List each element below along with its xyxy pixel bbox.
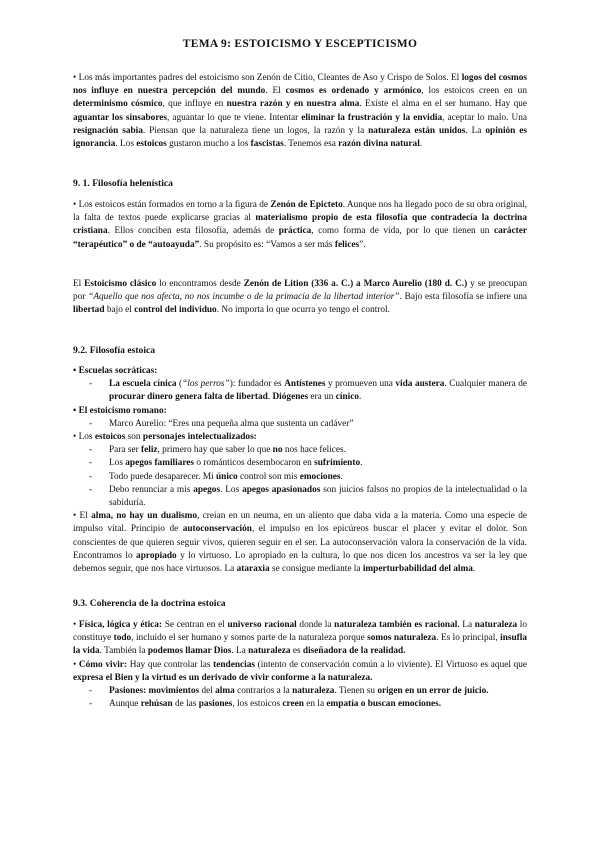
text-run: .: [358, 392, 362, 403]
bold-text: Pasiones: movimientos: [109, 686, 200, 697]
bold-text: control del individuo: [134, 305, 217, 316]
bold-text: empatía o buscan emociones.: [326, 699, 442, 710]
bold-text: cínico: [335, 392, 359, 403]
bold-text: alma, no hay un dualismo: [91, 511, 198, 522]
bullet-paragraph: [73, 365, 527, 378]
text-run: lo constituye: [73, 620, 528, 644]
text-run: . Es lo principal,: [436, 633, 501, 644]
text-run: gustaron mucho a los: [166, 139, 251, 150]
bold-text: vida austera: [395, 379, 445, 390]
bullet-paragraph: [73, 510, 527, 576]
bold-text: feliz: [141, 445, 158, 456]
bold-text: opinión es ignorancia: [73, 125, 528, 150]
text-run: . Tienen su: [334, 686, 378, 697]
text-run: en la: [303, 699, 327, 710]
text-run: . Aunque nos ha llegado poco de su obra original, la falta de textos puede explicarse gracias al: [73, 200, 528, 224]
bold-text: origen en un error de juicio.: [377, 686, 489, 697]
text-run: , que influye en: [162, 99, 227, 110]
bold-text: eliminar la frustración y la envidia: [301, 112, 443, 123]
bold-text: personajes intelectualizados:: [142, 432, 257, 443]
bold-text: apropiado: [136, 550, 177, 561]
italic-text: “los perros”: [182, 379, 230, 390]
bold-text: naturaleza están unidos: [368, 125, 466, 136]
bold-text: tendencias: [213, 659, 255, 670]
text-run: , los estoicos: [232, 699, 283, 710]
text-run: . No importa lo que ocurra yo tengo el control.: [216, 305, 390, 316]
text-run: , primero hay que saber lo que: [157, 445, 273, 456]
section-heading-9-3: 9.3. Coherencia de la doctrina estoica: [73, 598, 226, 609]
bold-text: estoicos: [94, 432, 126, 443]
italic-text: “Aquello que nos afecta, no nos incumbe o de la primacía de la libertad interior”: [88, 292, 400, 303]
bold-text: práctica: [278, 226, 312, 237]
text-run: . Su propósito es: “Vamos a ser más: [199, 239, 335, 250]
text-run: control son mis: [237, 471, 300, 482]
text-run: Los: [109, 458, 126, 469]
text-run: y se preocupan por: [73, 279, 528, 303]
text-run: . También la: [99, 646, 148, 657]
text-run: son: [125, 432, 143, 443]
section-9-3-body: [73, 619, 527, 711]
bullet-paragraph: [73, 659, 527, 685]
bold-text: podemos llamar Dios: [147, 646, 232, 657]
bold-text: no: [272, 445, 283, 456]
bold-text: apegos apasionados: [242, 484, 321, 495]
text-run: .: [360, 458, 363, 469]
bold-text: todo: [113, 633, 132, 644]
bold-text: carácter “terapéutico” o de “autoayuda”: [73, 226, 527, 250]
text-run: es: [290, 646, 303, 657]
intro-paragraph: [73, 72, 527, 151]
bold-text: • Escuelas socráticas:: [73, 366, 158, 376]
text-run: . La: [231, 646, 249, 657]
dash-list-item: [73, 378, 527, 404]
bold-text: pasiones: [198, 699, 233, 710]
bold-text: Física, lógica y ética:: [78, 620, 163, 630]
bold-text: • El estoicismo romano:: [73, 405, 167, 416]
bold-text: materialismo propio de esta filosofía que contradecía la doctrina cristiana: [73, 213, 528, 237]
section-9-1-paragraph-2: [73, 278, 527, 318]
text-run: de las: [172, 699, 199, 710]
text-run: •: [73, 659, 79, 670]
text-run: Todo puede desaparecer. Mi: [109, 471, 216, 482]
text-run: (: [176, 379, 183, 390]
text-run: . Ellos conciben esta filosofía, además de: [107, 226, 279, 237]
text-run: . El: [265, 86, 286, 97]
text-run: ”.: [359, 239, 366, 250]
section-heading-9-2: 9.2. Filosofía estoica: [73, 345, 156, 356]
text-run: . Bajo esta filosofía se infiere una: [399, 292, 527, 303]
text-run: y promueven una: [325, 379, 396, 390]
text-run: El: [451, 73, 462, 83]
bold-text: creen: [282, 699, 304, 710]
bold-text: emociones: [299, 471, 341, 482]
text-run: . La: [465, 125, 486, 136]
bold-text: apegos: [193, 484, 221, 495]
bold-text: ataraxia: [236, 564, 270, 575]
text-run: Aunque: [109, 699, 141, 710]
text-run: • El: [73, 511, 92, 522]
bold-text: imperturbabilidad del alma: [362, 564, 473, 575]
text-run: . Piensan que la naturaleza tiene un logos, la razón y la: [142, 125, 369, 136]
text-run: .: [267, 392, 273, 403]
text-run: o románticos desembocaron en: [194, 458, 315, 469]
bold-text: alma: [215, 686, 235, 697]
bold-text: rehúsan: [140, 699, 173, 710]
text-run: , incluido el ser humano y somos parte de la naturaleza porque: [131, 633, 368, 644]
text-run: . Existe el alma en el ser humano. Hay que: [359, 99, 528, 110]
bold-text: somos naturaleza: [367, 633, 437, 644]
text-run: nos hace felices.: [282, 445, 346, 456]
text-run: , el impulso en los epicúreos buscar el placer y evitar el dolor. Son conscientes de que quieren seguir vivos, quieren seguir en el ser. La autoconservación valora la conservación de la vida. Encontramos lo: [73, 524, 527, 561]
bold-text: Zenón de Lition (336 a. C.) a Marco Aurelio (180 d. C.): [243, 279, 468, 289]
text-run: .: [419, 139, 423, 150]
dash-list-item: [73, 444, 527, 457]
bold-text: naturaleza también es racional: [334, 620, 458, 630]
text-run: lo encontramos desde: [156, 279, 244, 289]
section-heading-9-1: 9. 1. Filosofía helenística: [73, 178, 173, 189]
text-run: Marco Aurelio: “Eres una pequeña alma que sustenta un cadáver”: [109, 418, 354, 429]
bold-text: Diógenes: [272, 392, 309, 403]
text-run: bajo el: [104, 305, 135, 316]
text-run: . Los: [115, 139, 137, 150]
bold-text: logos del cosmos nos influye en nuestra percepción del mundo: [73, 73, 527, 97]
bold-text: estoicos: [136, 139, 167, 150]
text-run: •: [73, 620, 79, 630]
bullet-paragraph: [73, 405, 527, 418]
bold-text: determinismo cósmico: [73, 99, 163, 110]
bold-text: autoconservación: [182, 524, 252, 535]
text-run: contrarios a la: [234, 686, 293, 697]
bold-text: nuestra razón y en nuestra alma: [226, 99, 360, 110]
bold-text: procurar dinero genera falta de libertad: [109, 392, 268, 403]
text-run: • Los: [73, 432, 95, 443]
text-run: Hay que controlar las: [127, 659, 214, 670]
section-9-2-body: [73, 365, 527, 576]
text-run: . Cualquier manera de: [444, 379, 527, 390]
bold-text: aguantar los sinsabores: [73, 112, 168, 123]
bold-text: naturaleza: [248, 646, 291, 657]
text-run: era un: [308, 392, 336, 403]
dash-list-item: [73, 457, 527, 470]
bold-text: Zenón de Epicteto: [270, 200, 343, 210]
text-run: son juicios falsos no propios de la intelectualidad o la sabiduría.: [109, 484, 528, 509]
text-run: , como forma de vida, por lo que tienen un: [311, 226, 494, 237]
page-title: TEMA 9: ESTOICISMO Y ESCEPTICISMO: [182, 38, 418, 50]
text-run: Se centran en el: [162, 620, 228, 630]
bold-text: universo racional: [227, 620, 297, 630]
bold-text: libertad: [73, 305, 105, 316]
text-run: .: [472, 564, 476, 575]
text-run: Para ser: [109, 445, 142, 456]
dash-list-item: [73, 685, 527, 698]
text-run: , los estoicos creen en un: [421, 86, 527, 97]
bold-text: Cómo vivir:: [78, 659, 128, 670]
dash-list-item: [73, 418, 527, 431]
text-run: • Los más importantes padres del estoicismo son Zenón de Citio, Cleantes de Aso y Crispo de Solos.: [73, 73, 451, 83]
bold-text: diseñadora de la realidad.: [302, 646, 406, 657]
dash-list-item: [73, 484, 527, 510]
bold-text: Estoicismo clásico: [84, 279, 157, 289]
text-run: y lo virtuoso. Lo apropiado en la cultura, lo que nos dicen los ancestros va ser la ley que debemos seguir, que nos hace virtuosos. La: [73, 550, 527, 575]
dash-list-item: [73, 698, 527, 711]
text-run: , aguantar lo que te viene. Intentar: [167, 112, 302, 123]
text-run: Debo renunciar a mis: [109, 484, 194, 495]
text-run: , aceptar lo malo. Una: [442, 112, 527, 123]
bold-text: felices: [334, 239, 360, 250]
bold-text: razón divina natural: [338, 139, 420, 150]
bold-text: apegos familiares: [125, 458, 195, 469]
text-run: (intento de conservación común a lo viviente). El Virtuoso es aquel que: [254, 659, 528, 670]
bold-text: resignación sabia: [73, 125, 143, 136]
bold-text: fascistas: [250, 139, 284, 150]
text-run: . La: [457, 620, 475, 630]
text-run: ): fundador es: [229, 379, 285, 390]
bold-text: sufrimiento: [314, 458, 361, 469]
text-run: donde la: [296, 620, 335, 630]
bold-text: Antístenes: [284, 379, 326, 390]
bold-text: único: [216, 471, 238, 482]
bold-text: expresa el Bien y la virtud es un derivado de vivir conforme a la naturaleza.: [73, 672, 373, 683]
text-run: .: [340, 471, 343, 482]
text-run: se consigue mediante la: [269, 564, 363, 575]
bold-text: naturaleza: [474, 620, 518, 630]
text-run: • Los estoicos están formados en torno a la figura de: [73, 200, 271, 210]
bold-text: insufla la vida: [73, 633, 527, 657]
bullet-paragraph: [73, 619, 527, 659]
text-run: . Los: [220, 484, 243, 495]
text-run: del: [199, 686, 216, 697]
text-run: , creían en un neuma, en un aliento que daba vida a la materia. Como una especie de impulso vital. Principio de: [73, 511, 527, 535]
bold-text: naturaleza: [292, 686, 335, 697]
text-run: . Tenemos esa: [283, 139, 339, 150]
text-run: El: [73, 279, 85, 289]
section-9-1-paragraph-1: [73, 199, 527, 252]
dash-list-item: [73, 471, 527, 484]
bold-text: La escuela cínica: [109, 379, 177, 390]
bullet-paragraph: [73, 431, 527, 444]
bold-text: cosmos es ordenado y armónico: [285, 86, 422, 97]
